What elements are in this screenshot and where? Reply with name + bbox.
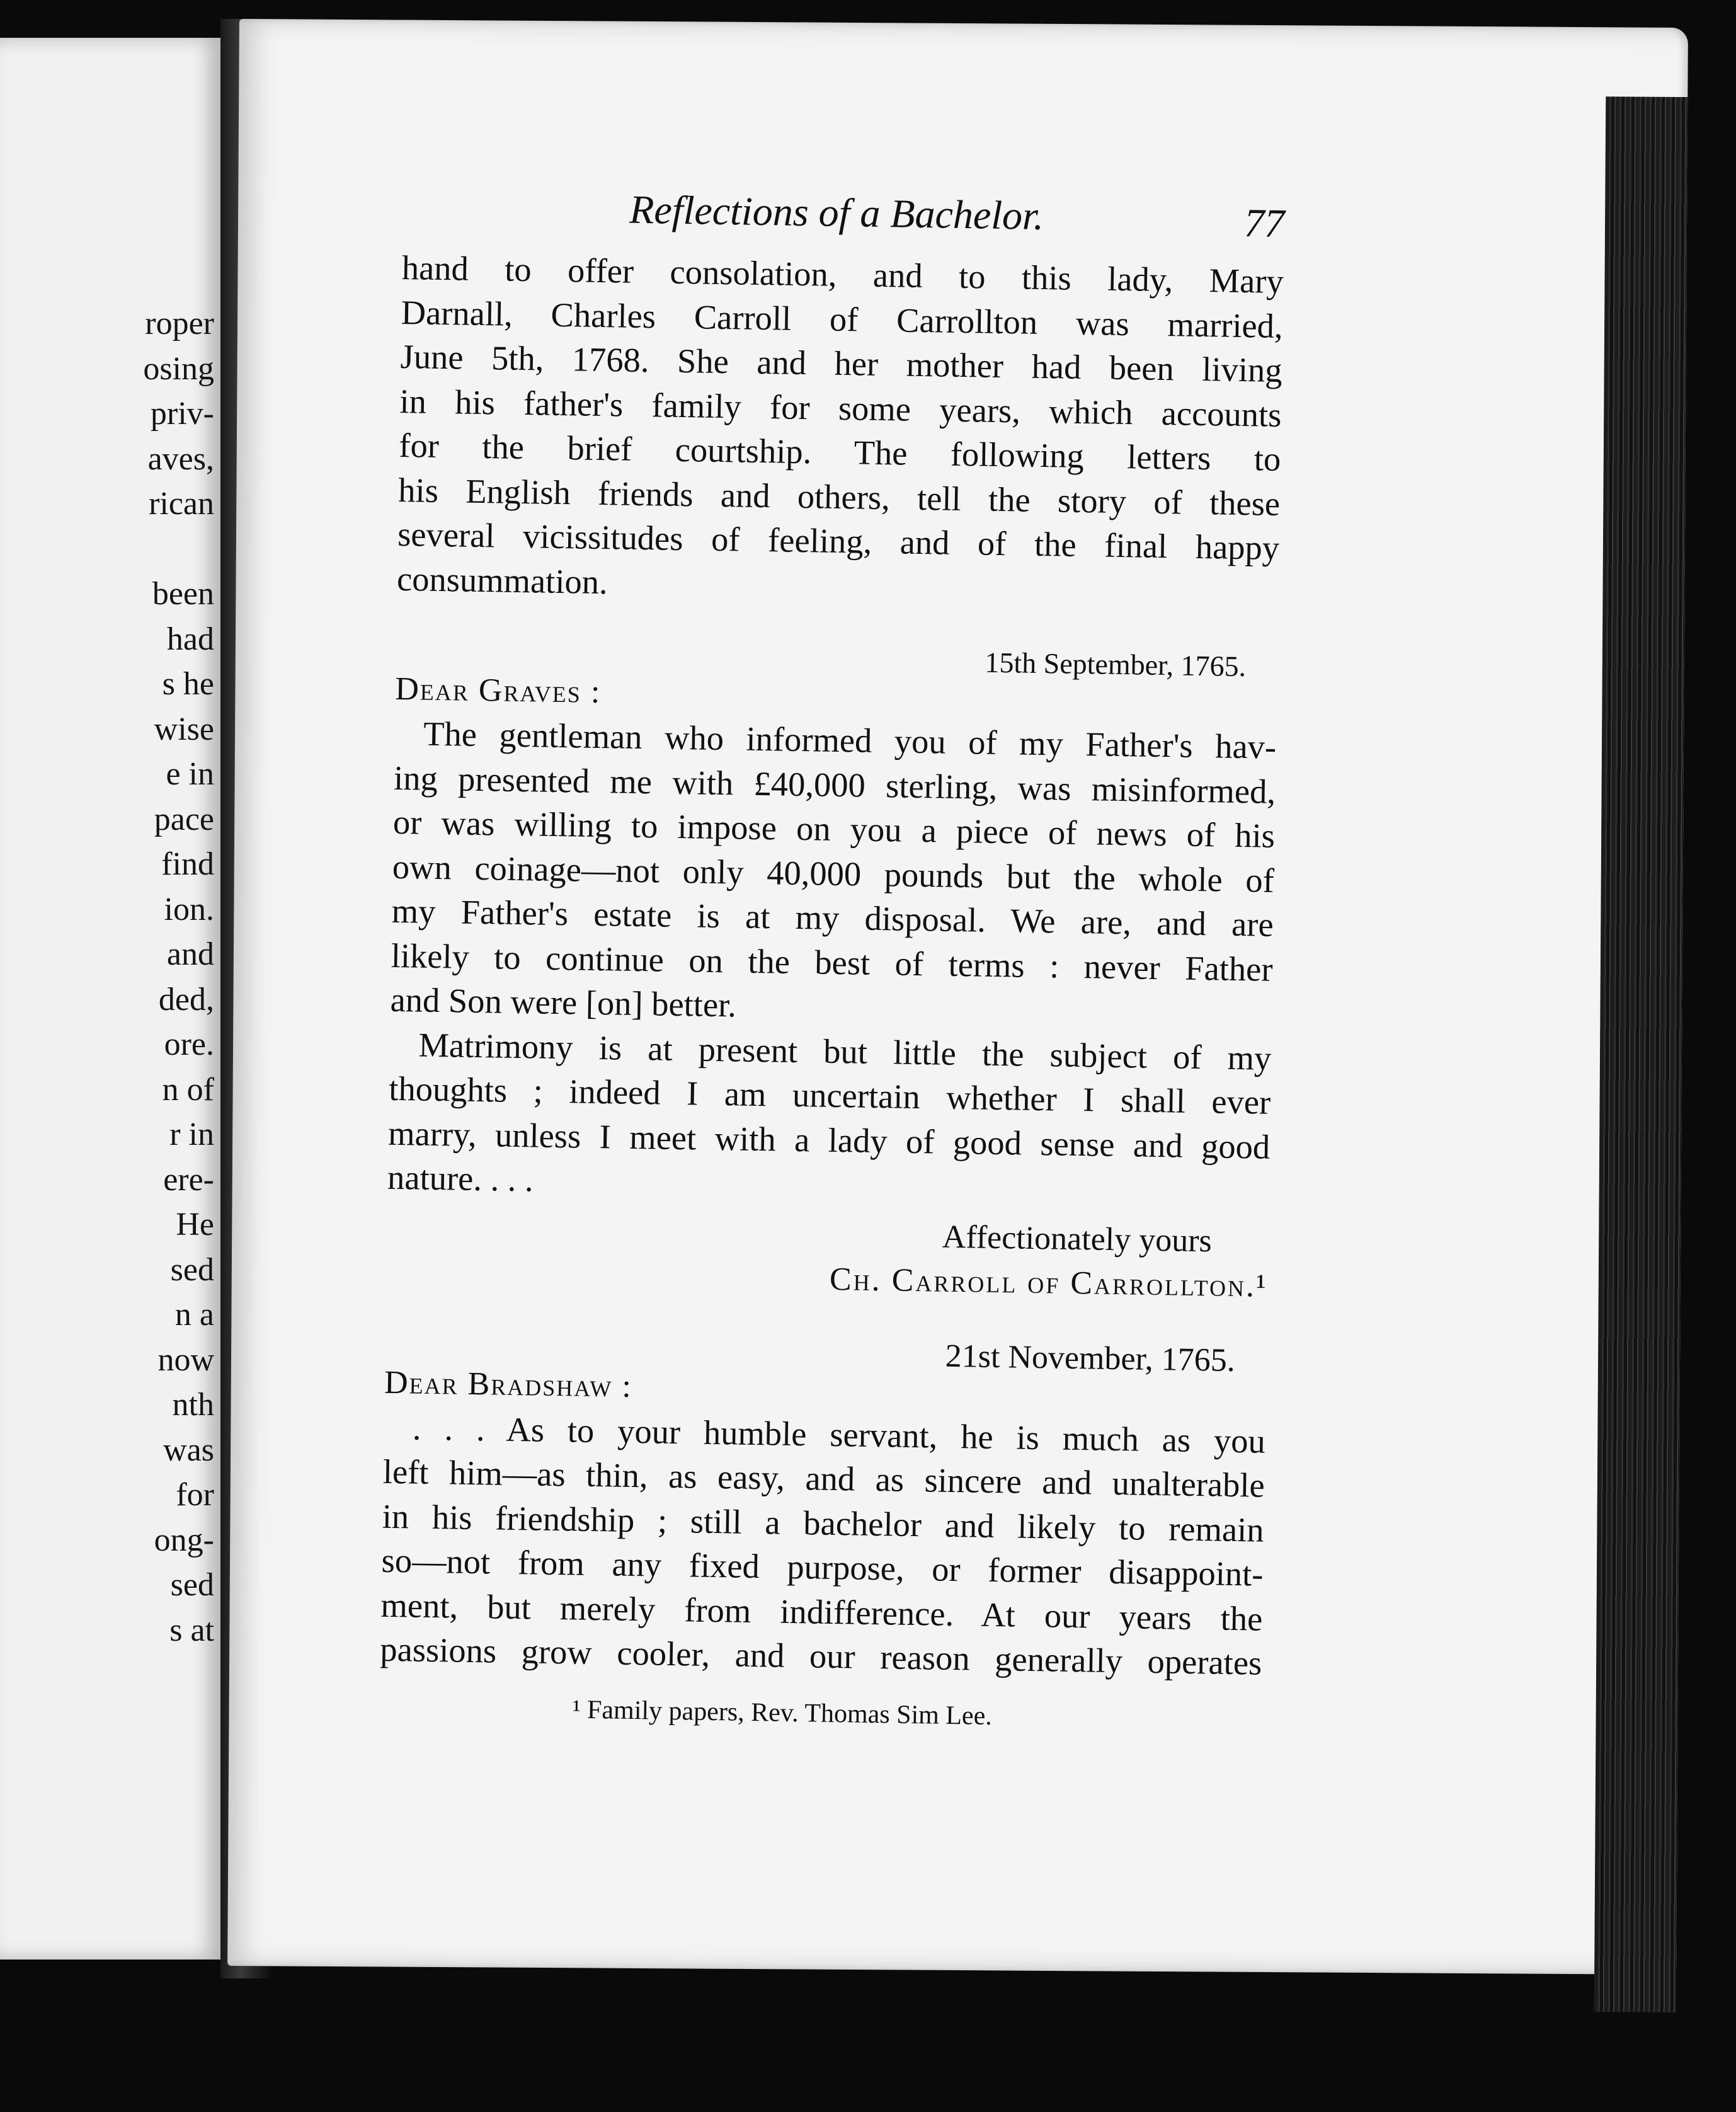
text-line: thoughts ; indeed I am uncertain whether I shall ever — [388, 1069, 1271, 1122]
fragment-line: ion. — [164, 891, 214, 927]
fragment-line: sed — [170, 1567, 214, 1603]
fragment-line: rican — [149, 486, 214, 522]
text-line: his English friends and others, tell the story of these — [397, 470, 1281, 523]
fragment-line: e in — [166, 756, 214, 792]
text-line: in his friendship ; still a bachelor and likely to remain — [382, 1496, 1265, 1549]
text-line: ment, but merely from indifference. At our years the — [380, 1585, 1263, 1638]
fragment-line: r in — [169, 1116, 214, 1152]
letter-signature: Ch. Carroll of Carrollton.¹ — [829, 1261, 1269, 1304]
fragment-line: been — [152, 576, 214, 612]
fragment-line: n a — [174, 1297, 214, 1333]
fragment-line: pace — [154, 801, 214, 837]
fragment-line: and — [166, 936, 214, 972]
text-line: passions grow cooler, and our reason generally operates — [379, 1629, 1262, 1682]
fragment-line: ong- — [154, 1522, 214, 1558]
text-line: likely to continue on the best of terms : never Father — [391, 936, 1274, 989]
fragment-gap — [25, 527, 214, 572]
text-line: hand to offer consolation, and to this lady, Mary — [401, 248, 1284, 301]
fragment-line: nth — [172, 1387, 214, 1423]
fragment-line: ere- — [163, 1161, 214, 1198]
letter-signoff: Affectionately yours — [942, 1219, 1213, 1259]
running-head-title: Reflections of a Bachelor. — [629, 187, 1044, 238]
letter-date: 15th September, 1765. — [985, 646, 1247, 683]
text-line: or was willing to impose on you a piece of news of his — [392, 802, 1276, 855]
fragment-line: was — [163, 1432, 214, 1468]
text-line: so—not from any fixed purpose, or former disappoint- — [381, 1541, 1264, 1593]
fragment-line: osing — [143, 350, 214, 387]
fragment-line: He — [176, 1207, 214, 1243]
fragment-line: n of — [162, 1071, 214, 1108]
letter-paragraph — [390, 711, 1277, 1036]
text-line: consummation. — [396, 559, 608, 601]
intro-paragraph — [397, 246, 1284, 615]
fragment-line: for — [176, 1477, 214, 1513]
fragment-line: ded, — [158, 981, 214, 1018]
text-line: Darnall, Charles Carroll of Carrollton was married, — [401, 292, 1284, 345]
text-line: ing presented me with £40,000 sterling, was misinformed, — [393, 758, 1276, 811]
fragment-line: s he — [162, 666, 214, 702]
text-line: for the brief courtship. The following letters to — [398, 425, 1281, 478]
text-line: in his father's family for some years, which accounts — [399, 381, 1282, 434]
fragment-line: wise — [154, 711, 214, 747]
text-line: Matrimony is at present but little the subject of my — [418, 1025, 1272, 1077]
text-line: . . . As to your humble servant, he is much as you — [412, 1408, 1266, 1461]
text-line: marry, unless I meet with a lady of good sense and good — [387, 1113, 1271, 1166]
fragment-line: now — [157, 1341, 214, 1378]
letter-date: 21st November, 1765. — [945, 1338, 1236, 1379]
text-line: and Son were [on] better. — [390, 980, 737, 1024]
page-number: 77 — [1243, 200, 1285, 246]
fragment-line: sed — [170, 1251, 214, 1288]
fragment-line: priv- — [150, 396, 214, 432]
letter-salutation: Dear Graves : — [394, 670, 602, 710]
fragment-line: s at — [169, 1612, 214, 1648]
text-line: left him—as thin, as easy, and as sincere and unalterable — [382, 1452, 1265, 1505]
text-line: The gentleman who informed you of my Father's hav- — [423, 714, 1277, 766]
fragment-line: find — [161, 846, 214, 882]
fragment-line: had — [166, 621, 214, 657]
page-text — [379, 183, 1284, 1743]
footnote: ¹ Family papers, Rev. Thomas Sim Lee. — [572, 1695, 993, 1731]
page-edges — [1594, 96, 1688, 2012]
letter-paragraph — [387, 1022, 1272, 1214]
text-line: own coinage—not only 40,000 pounds but the whole of — [392, 847, 1275, 900]
text-line: June 5th, 1768. She and her mother had been living — [400, 336, 1282, 389]
text-line: several vicissitudes of feeling, and of the final happy — [397, 514, 1280, 567]
body-text — [379, 246, 1284, 1743]
fragment-line: roper — [145, 306, 214, 341]
letter-salutation: Dear Bradshaw : — [384, 1364, 633, 1404]
letter-paragraph — [380, 1405, 1265, 1685]
previous-page-text-fragments — [25, 301, 214, 1653]
text-line: nature. . . . — [387, 1157, 534, 1199]
previous-page — [0, 38, 220, 1960]
fragment-line: ore. — [164, 1026, 214, 1062]
fragment-line: aves, — [147, 440, 214, 477]
text-line: my Father's estate is at my disposal. We are, and are — [391, 891, 1274, 944]
